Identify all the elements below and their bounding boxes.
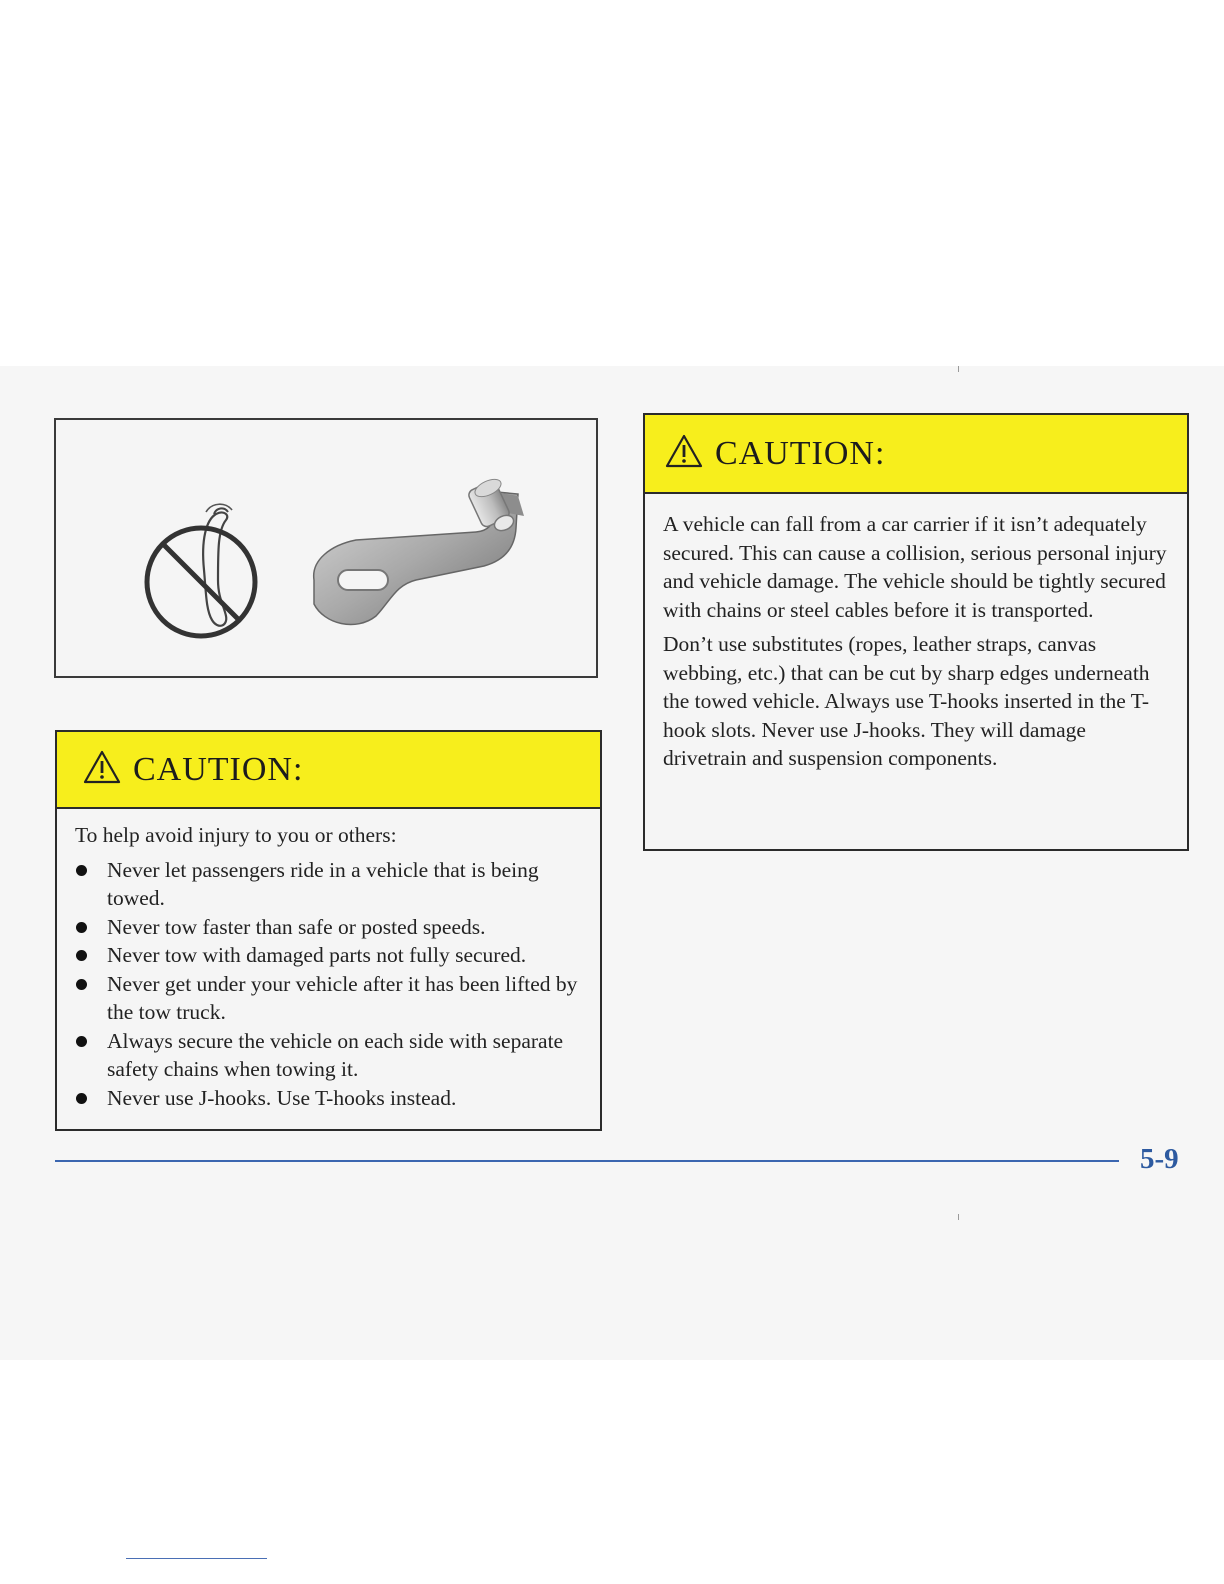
warning-triangle-icon [665, 434, 703, 473]
footer-rule [55, 1160, 1119, 1162]
illustration-canvas [56, 420, 596, 676]
caution-title: CAUTION: [715, 434, 886, 472]
list-item: Never get under your vehicle after it has been lifted by the tow truck. [75, 970, 588, 1027]
list-item: Never use J-hooks. Use T-hooks instead. [75, 1084, 588, 1113]
list-item: Never let passengers ride in a vehicle that is being towed. [75, 856, 588, 913]
caution-body [57, 809, 600, 1112]
caution-title: CAUTION: [133, 750, 304, 788]
no-j-hook-icon [147, 504, 255, 636]
warning-triangle-icon [83, 750, 121, 789]
list-item: Always secure the vehicle on each side with separate safety chains when towing it. [75, 1027, 588, 1084]
caution-body [645, 494, 1187, 773]
t-hook-illustration [314, 476, 524, 625]
crop-mark [958, 366, 959, 372]
bottom-divider [126, 1558, 267, 1559]
hook-illustration-box [54, 418, 598, 678]
list-item: Never tow with damaged parts not fully secured. [75, 941, 588, 970]
caution-header [645, 415, 1187, 494]
list-item: Never tow faster than safe or posted speeds. [75, 913, 588, 942]
caution-paragraph: A vehicle can fall from a car carrier if it isn’t adequately secured. This can cause a collision, serious personal injury and vehicle damage. The vehicle should be tightly secured with chains or steel cables before it is transported. [663, 512, 1167, 622]
caution-box-car-carrier [643, 413, 1189, 851]
caution-box-towing-safety [55, 730, 602, 1131]
caution-bullet-list [75, 856, 588, 1113]
caution-intro: To help avoid injury to you or others: [75, 823, 397, 847]
page-number: 5-9 [1140, 1143, 1179, 1175]
crop-mark [958, 1214, 959, 1220]
caution-header [57, 732, 600, 809]
caution-paragraph: Don’t use substitutes (ropes, leather straps, canvas webbing, etc.) that can be cut by sharp edges underneath the towed vehicle. Always use T-hooks inserted in the T-hook slots. Never use J-hooks. They will damage drivetrain and suspension components. [663, 632, 1150, 770]
